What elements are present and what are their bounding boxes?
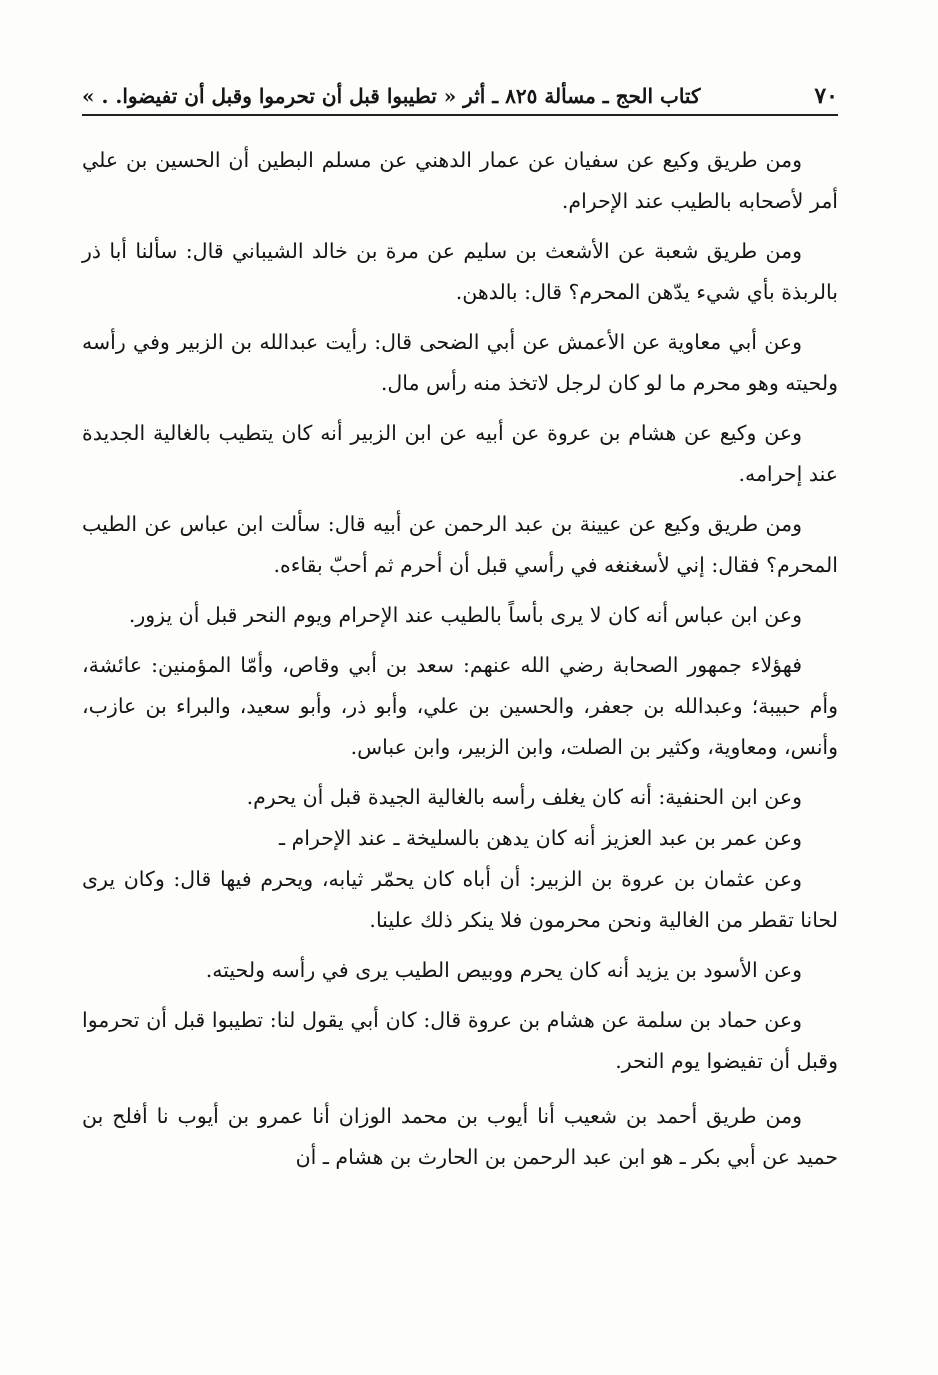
paragraph: وعن عثمان بن عروة بن الزبير: أن أباه كان يحمّر ثيابه، ويحرم فيها قال: وكان يرى لحانا تقطر من الغالية ونحن محرمون فلا ينكر ذلك علينا. [82, 867, 838, 932]
page-header [82, 78, 838, 116]
page-number: ٧٠ [814, 83, 838, 109]
paragraph: وعن وكيع عن هشام بن عروة عن أبيه عن ابن الزبير أنه كان يتطيب بالغالية الجديدة عند إحرامه. [82, 421, 838, 486]
paragraph: ومن طريق وكيع عن عيينة بن عبد الرحمن عن أبيه قال: سألت ابن عباس عن الطيب المحرم؟ فقال: إني لأسغنغه في رأسي قبل أن أحرم ثم أحبّ بقاءه. [82, 512, 838, 577]
paragraph: وعن حماد بن سلمة عن هشام بن عروة قال: كان أبي يقول لنا: تطيبوا قبل أن تحرموا وقبل أن تفيضوا يوم النحر. [82, 1008, 838, 1073]
paragraph: ومن طريق أحمد بن شعيب أنا أيوب بن محمد الوزان أنا عمرو بن أيوب نا أفلح بن حميد عن أبي بكر ـ هو ابن عبد الرحمن بن الحارث بن هشام ـ أن [82, 1104, 838, 1169]
paragraph: وعن ابن عباس أنه كان لا يرى بأساً بالطيب عند الإحرام ويوم النحر قبل أن يزور. [128, 603, 802, 627]
running-title: كتاب الحج ـ مسألة ٨٢٥ ـ أثر « تطيبوا قبل أن تحرموا وقبل أن تفيضوا. . » [82, 84, 701, 108]
paragraph: وعن ابن الحنفية: أنه كان يغلف رأسه بالغالية الجيدة قبل أن يحرم. [246, 785, 802, 809]
paragraph: ومن طريق وكيع عن سفيان عن عمار الدهني عن مسلم البطين أن الحسين بن علي أمر لأصحابه بالطيب عند الإحرام. [82, 148, 838, 213]
paragraph: ومن طريق شعبة عن الأشعث بن سليم عن مرة بن خالد الشيباني قال: سألنا أبا ذر بالربذة بأي شيء يدّهن المحرم؟ قال: بالدهن. [82, 239, 838, 304]
page-body [82, 140, 838, 1187]
paragraph: وعن عمر بن عبد العزيز أنه كان يدهن بالسليخة ـ عند الإحرام ـ [279, 826, 802, 850]
paragraph: فهؤلاء جمهور الصحابة رضي الله عنهم: سعد بن أبي وقاص، وأمّا المؤمنين: عائشة، وأم حبيبة؛ وعبدالله بن جعفر، والحسين بن علي، وأبو ذر، وأبو سعيد، والبراء بن عازب، وأنس، ومعاوية، وكثير بن الصلت، وابن الزبير، وابن عباس. [82, 653, 838, 759]
paragraph: وعن الأسود بن يزيد أنه كان يحرم ووبيص الطيب يرى في رأسه ولحيته. [205, 958, 802, 982]
paragraph: وعن أبي معاوية عن الأعمش عن أبي الضحى قال: رأيت عبدالله بن الزبير وفي رأسه ولحيته وهو محرم ما لو كان لرجل لاتخذ منه رأس مال. [82, 330, 838, 395]
